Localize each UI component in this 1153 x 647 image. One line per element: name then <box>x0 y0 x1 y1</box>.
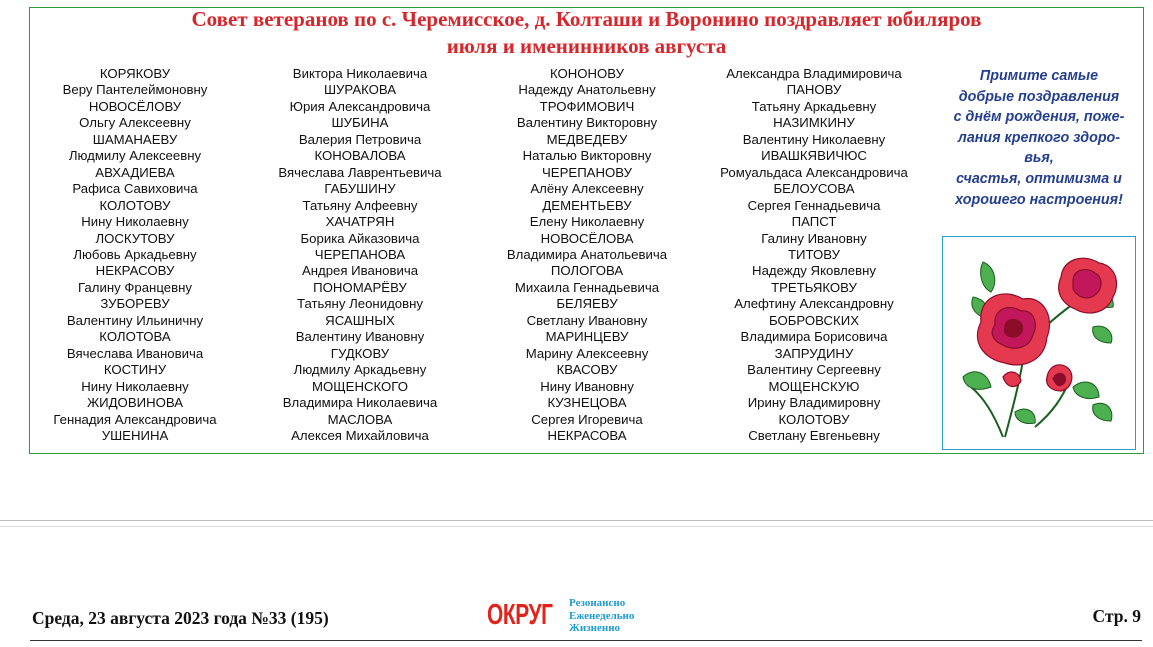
page-separator-secondary <box>0 526 1153 527</box>
greeting-line: с днём рождения, поже- <box>953 109 1125 126</box>
tagline-line: Жизненно <box>569 622 621 634</box>
name-line: Андрея Ивановича <box>301 263 419 279</box>
name-line: МОЩЕНСКУЮ <box>768 378 860 394</box>
name-line: ПАНОВУ <box>786 82 842 98</box>
name-line: Владимира Николаевича <box>282 395 438 411</box>
name-line: ТРОФИМОВИЧ <box>539 98 635 114</box>
title-line-1: Совет ветеранов по с. Черемисское, д. Колташи и Воронино поздравляет юбиляров <box>191 7 982 31</box>
name-line: ЯСАШНЫХ <box>325 312 395 328</box>
name-line: Юрия Александровича <box>289 98 431 114</box>
name-line: НОВОСЁЛОВУ <box>88 98 182 114</box>
name-line: МЕДВЕДЕВУ <box>546 131 628 147</box>
name-line: ЧЕРЕПАНОВУ <box>542 164 632 180</box>
newspaper-logo: ОКРУГ <box>487 599 553 631</box>
name-line: КОЛОТОВУ <box>778 411 850 427</box>
name-line: КОСТИНУ <box>103 362 167 378</box>
name-line: Валентину Николаевну <box>742 131 886 147</box>
name-line: МАСЛОВА <box>327 411 393 427</box>
name-line: ЗУБОРЕВУ <box>100 296 170 312</box>
title-line-2: июля и именинников августа <box>446 34 727 58</box>
names-column-3 <box>492 66 682 444</box>
name-line: Вячеслава Лаврентьевича <box>278 164 442 180</box>
name-line: Михаила Геннадьевича <box>514 279 660 295</box>
name-line: Любовь Аркадьевну <box>73 246 197 262</box>
name-line: Нину Ивановну <box>540 378 634 394</box>
name-line: ШУБИНА <box>331 115 389 131</box>
name-line: КОЛОТОВА <box>99 329 171 345</box>
name-line: НЕКРАСОВУ <box>95 263 175 279</box>
greeting-line: хорошего настроения! <box>955 191 1123 208</box>
page-separator <box>0 520 1153 521</box>
name-line: МОЩЕНСКОГО <box>312 378 408 394</box>
names-column-2 <box>260 66 460 444</box>
name-line: Татьяну Леонидовну <box>297 296 423 312</box>
name-line: Татьяну Аркадьевну <box>751 98 877 114</box>
name-line: ТРЕТЬЯКОВУ <box>771 279 857 295</box>
name-line: НОВОСЁЛОВА <box>540 230 634 246</box>
rose-icon <box>943 237 1135 449</box>
name-line: НЕКРАСОВА <box>547 427 627 443</box>
name-line: Рафиса Савиховича <box>72 181 198 197</box>
greeting-line: вья, <box>1024 150 1054 167</box>
name-line: ТИТОВУ <box>788 246 840 262</box>
name-line: Марину Алексеевну <box>525 345 649 361</box>
name-line: НАЗИМКИНУ <box>773 115 855 131</box>
name-line: УШЕНИНА <box>101 427 169 443</box>
name-line: Сергея Игоревича <box>531 411 643 427</box>
name-line: Наталью Викторовну <box>522 148 652 164</box>
name-line: Виктора Николаевича <box>292 66 428 81</box>
name-line: ШУРАКОВА <box>323 82 397 98</box>
name-line: Вячеслава Ивановича <box>66 345 204 361</box>
name-line: Елену Николаевну <box>529 214 645 230</box>
name-line: ДЕМЕНТЬЕВУ <box>542 197 632 213</box>
name-line: КОЛОТОВУ <box>99 197 171 213</box>
name-line: БОБРОВСКИХ <box>768 312 860 328</box>
name-line: Валентину Ильиничну <box>66 312 204 328</box>
name-line: КВАСОВУ <box>556 362 618 378</box>
name-line: Веру Пантелеймоновну <box>62 82 208 98</box>
name-line: ЖИДОВИНОВА <box>86 395 184 411</box>
name-line: ПОЛОГОВА <box>550 263 624 279</box>
name-line: Алёну Алексеевну <box>530 181 644 197</box>
name-line: Надежду Яковлевну <box>752 263 876 279</box>
name-line: ЛОСКУТОВУ <box>95 230 175 246</box>
name-line: Борика Айказовича <box>300 230 420 246</box>
names-column-1 <box>40 66 230 444</box>
name-line: МАРИНЦЕВУ <box>545 329 629 345</box>
name-line: Людмилу Аркадьевну <box>293 362 427 378</box>
greeting-text <box>934 66 1144 210</box>
name-line: Татьяну Алфеевну <box>302 197 418 213</box>
name-line: Светлану Ивановну <box>526 312 648 328</box>
roses-illustration <box>942 236 1136 450</box>
name-line: ИВАШКЯВИЧЮС <box>761 148 867 164</box>
greeting-line: Примите самые <box>979 68 1099 84</box>
greeting-line: добрые поздравления <box>958 88 1120 105</box>
name-line: Валерия Петровича <box>298 131 422 147</box>
page-number: Стр. 9 <box>1092 606 1141 626</box>
name-line: Ольгу Алексеевну <box>79 115 191 131</box>
name-line: Галину Ивановну <box>761 230 867 246</box>
issue-date: Среда, 23 августа 2023 года №33 (195) <box>32 608 329 628</box>
name-line: ХАЧАТРЯН <box>325 214 395 230</box>
name-line: КОРЯКОВУ <box>99 66 171 81</box>
name-line: Алефтину Александровну <box>734 296 894 312</box>
announcement-title <box>29 6 1144 60</box>
name-line: Владимира Борисовича <box>740 329 888 345</box>
greeting-line: лания крепкого здоро- <box>957 129 1121 146</box>
name-line: Валентину Викторовну <box>516 115 658 131</box>
name-line: КОНОНОВУ <box>549 66 625 81</box>
name-line: БЕЛОУСОВА <box>773 181 855 197</box>
name-line: Сергея Геннадьевича <box>747 197 881 213</box>
name-line: Надежду Анатольевну <box>518 82 656 98</box>
name-line: КУЗНЕЦОВА <box>547 395 627 411</box>
name-line: Нину Николаевну <box>81 378 189 394</box>
name-line: Галину Францевну <box>78 279 192 295</box>
name-line: ЧЕРЕПАНОВА <box>314 246 406 262</box>
names-column-4 <box>704 66 924 444</box>
name-line: АВХАДИЕВА <box>95 164 175 180</box>
name-line: Ирину Владимировну <box>747 395 881 411</box>
name-line: ПОНОМАРЁВУ <box>313 279 407 295</box>
footer-rule <box>30 640 1142 641</box>
name-line: ЗАПРУДИНУ <box>774 345 854 361</box>
name-line: Ромуальдаса Александровича <box>720 164 908 180</box>
name-line: ГАБУШИНУ <box>324 181 396 197</box>
name-line: Валентину Ивановну <box>295 329 425 345</box>
tagline-line: Резонансно <box>569 597 626 609</box>
name-line: ГУДКОВУ <box>330 345 390 361</box>
name-line: КОНОВАЛОВА <box>314 148 406 164</box>
name-line: Людмилу Алексеевну <box>68 148 202 164</box>
name-line: ШАМАНАЕВУ <box>92 131 178 147</box>
name-line: Светлану Евгеньевну <box>748 427 880 443</box>
name-line: Геннадия Александровича <box>53 411 217 427</box>
name-line: Владимира Анатольевича <box>506 246 668 262</box>
name-line: Валентину Сергеевну <box>747 362 881 378</box>
greeting-line: счастья, оптимизма и <box>956 170 1122 187</box>
newspaper-tagline <box>569 597 634 635</box>
name-line: ПАПСТ <box>791 214 837 230</box>
name-line: БЕЛЯЕВУ <box>556 296 618 312</box>
tagline-line: Еженедельно <box>569 609 635 622</box>
name-line: Нину Николаевну <box>81 214 189 230</box>
name-line: Алексея Михайловича <box>291 427 429 443</box>
name-line: Александра Владимировича <box>726 66 902 81</box>
